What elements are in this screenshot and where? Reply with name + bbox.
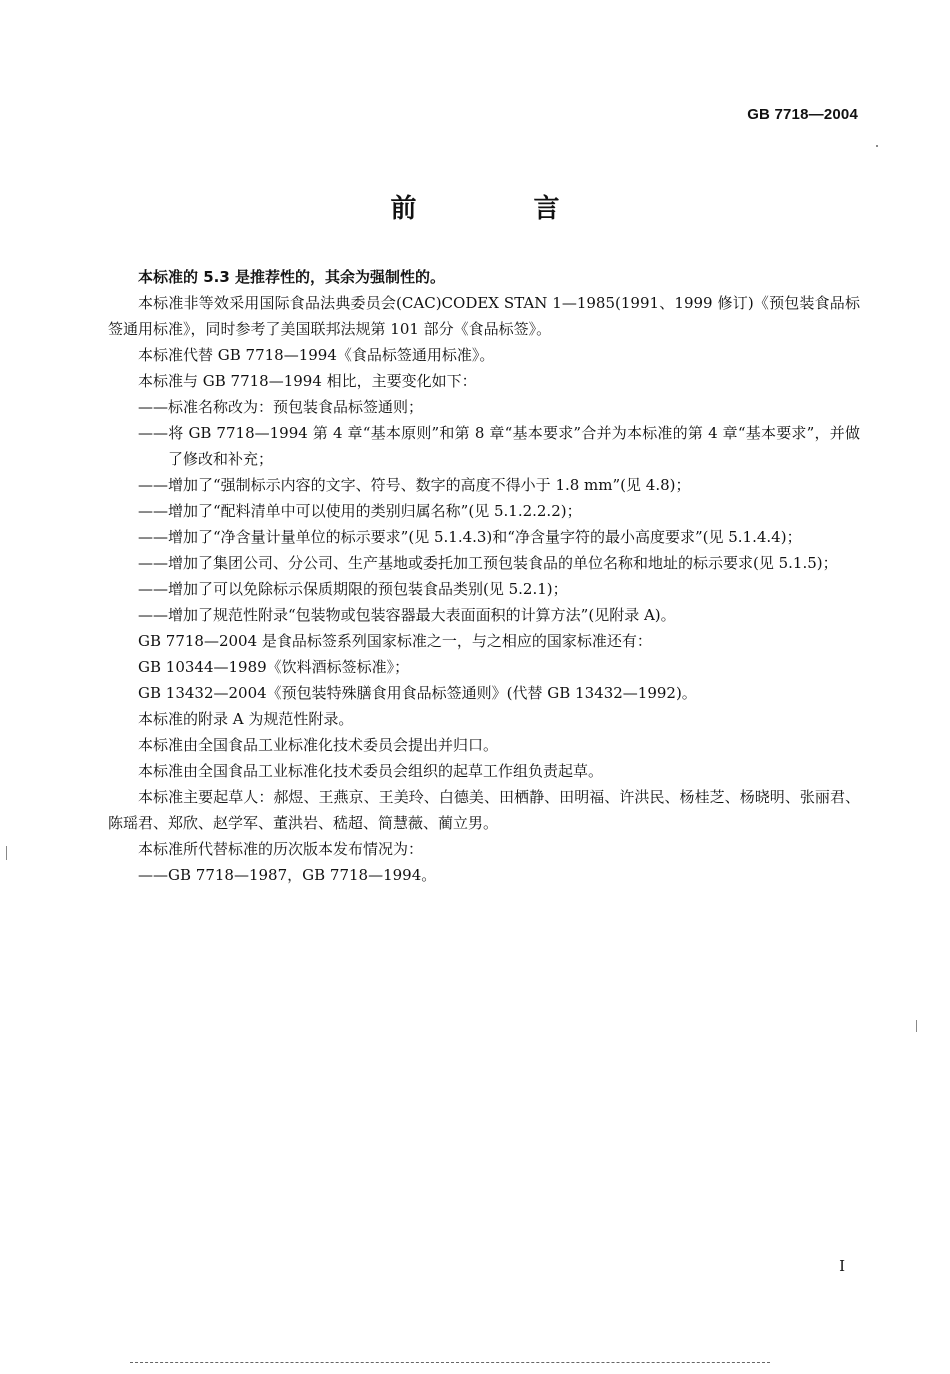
change-item: ——增加了集团公司、分公司、生产基地或委托加工预包装食品的单位名称和地址的标示要求(见 5.1.5)；: [138, 554, 838, 572]
page-number: I: [839, 1257, 845, 1275]
paragraph-drafting-group: 本标准由全国食品工业标准化技术委员会组织的起草工作组负责起草。: [138, 762, 604, 780]
change-item: ——增加了规范性附录“包装物或包装容器最大表面面积的计算方法”(见附录 A)。: [138, 606, 676, 624]
paragraph-related-standard: GB 13432—2004《预包装特殊膳食用食品标签通则》(代替 GB 13432—1992)。: [138, 684, 697, 702]
paragraph-replaces: 本标准代替 GB 7718—1994《食品标签通用标准》。: [138, 346, 495, 364]
paragraph-history-intro: 本标准所代替标准的历次版本发布情况为：: [138, 840, 424, 858]
paragraph-drafters: 本标准主要起草人：郝煜、王燕京、王美玲、白德美、田栖静、田明福、许洪民、杨桂芝、杨晓明、张丽君、陈瑶君、郑欣、赵学军、董洪岩、嵇超、简慧薇、蔺立男。: [108, 788, 860, 832]
footer-scan-line: [130, 1362, 770, 1363]
change-item: ——标准名称改为：预包装食品标签通则；: [138, 398, 424, 416]
change-item: ——将 GB 7718—1994 第 4 章“基本原则”和第 8 章“基本要求”合并为本标准的第 4 章“基本要求”，并做了修改和补充；: [138, 424, 860, 468]
scan-speck: [6, 846, 7, 860]
paragraph-proposer: 本标准由全国食品工业标准化技术委员会提出并归口。: [138, 736, 499, 754]
change-item: ——增加了“强制标示内容的文字、符号、数字的高度不得小于 1.8 mm”(见 4.8)；: [138, 476, 691, 494]
paragraph-adoption: 本标准非等效采用国际食品法典委员会(CAC)CODEX STAN 1—1985(1991、1999 修订)《预包装食品标签通用标准》，同时参考了美国联邦法规第 101 部分《食品标签》。: [108, 294, 860, 338]
standard-code: GB 7718—2004: [747, 106, 858, 123]
paragraph-history: ——GB 7718—1987，GB 7718—1994。: [138, 866, 437, 884]
paragraph-changes-intro: 本标准与 GB 7718—1994 相比，主要变化如下：: [138, 372, 477, 390]
scan-speck: [916, 1020, 917, 1032]
change-item: ——增加了“净含量计量单位的标示要求”(见 5.1.4.3)和“净含量字符的最小高度要求”(见 5.1.4.4)；: [138, 528, 802, 546]
change-item: ——增加了“配料清单中可以使用的类别归属名称”(见 5.1.2.2.2)；: [138, 502, 582, 520]
scan-speck: [876, 145, 878, 147]
document-body: [108, 264, 860, 888]
paragraph-annex: 本标准的附录 A 为规范性附录。: [138, 710, 354, 728]
paragraph-related-standard: GB 10344—1989《饮料酒标签标准》；: [138, 658, 410, 676]
change-item: ——增加了可以免除标示保质期限的预包装食品类别(见 5.2.1)；: [138, 580, 568, 598]
paragraph-recommended-clause: 本标准的 5.3 是推荐性的，其余为强制性的。: [138, 268, 446, 286]
paragraph-series: GB 7718—2004 是食品标签系列国家标准之一，与之相应的国家标准还有：: [138, 632, 652, 650]
page-title: 前 言: [390, 194, 614, 224]
